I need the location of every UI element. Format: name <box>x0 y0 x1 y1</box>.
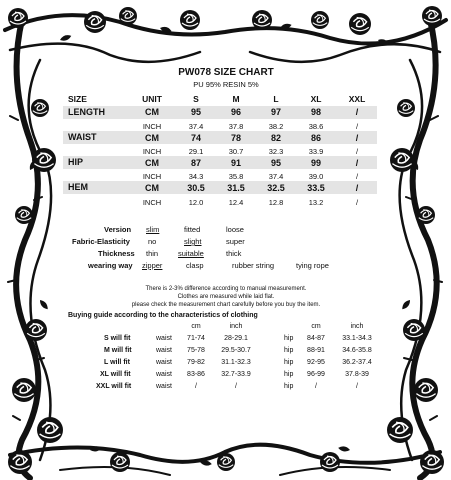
value-cell: 35.8 <box>228 172 244 181</box>
unit-cell: INCH <box>142 198 162 207</box>
row-band <box>63 131 377 144</box>
header-xxl: XXL <box>348 94 366 104</box>
value-cell: 31.5 <box>227 183 245 193</box>
attr-option: no <box>148 237 157 246</box>
attr-label-wearing-way: wearing way <box>88 261 133 270</box>
guide-hip-label: hip <box>284 359 294 366</box>
guide-value: 31.1-32.3 <box>221 359 251 366</box>
value-cell: 87 <box>190 158 202 168</box>
guide-value: 88-91 <box>307 347 325 354</box>
attr-option: thick <box>226 249 242 258</box>
value-cell: 96 <box>230 107 242 117</box>
note-line: please check the measurement chart carefully before you buy the item. <box>131 302 321 308</box>
guide-value: 28-29.1 <box>224 335 248 342</box>
guide-value: 29.5-30.7 <box>221 347 251 354</box>
header-unit: UNIT <box>142 94 162 104</box>
value-cell: / <box>355 107 359 117</box>
guide-value: 96-99 <box>307 371 325 378</box>
unit-cell: INCH <box>142 172 162 181</box>
guide-value: / <box>235 383 237 390</box>
value-cell: 33.5 <box>307 183 325 193</box>
value-cell: 12.8 <box>268 198 284 207</box>
row-band <box>63 106 377 119</box>
chart-title: PW078 SIZE CHART <box>178 67 274 78</box>
attr-option-selected: slim <box>146 225 160 234</box>
guide-hip-label: hip <box>284 335 294 342</box>
value-cell: / <box>355 122 359 131</box>
guide-value: 75-78 <box>187 347 205 354</box>
value-cell: / <box>355 147 359 156</box>
guide-title: Buying guide according to the characteristics of clothing <box>68 312 258 319</box>
guide-value: 92-95 <box>307 359 325 366</box>
material-line: PU 95% RESIN 5% <box>193 80 259 89</box>
value-cell: 29.1 <box>188 147 204 156</box>
unit-cell: INCH <box>142 147 162 156</box>
attr-option: super <box>226 237 245 246</box>
value-cell: 97 <box>270 107 282 117</box>
value-cell: / <box>355 198 359 207</box>
header-m: M <box>232 94 240 104</box>
measure-name: HEM <box>68 182 88 192</box>
value-cell: 99 <box>310 158 322 168</box>
value-cell: 37.4 <box>188 122 204 131</box>
value-cell: 38.6 <box>308 122 324 131</box>
value-cell: 37.4 <box>268 172 284 181</box>
attr-option: fitted <box>184 225 201 234</box>
value-cell: 33.9 <box>308 147 324 156</box>
value-cell: 82 <box>270 133 282 143</box>
value-cell: 74 <box>190 133 202 143</box>
value-cell: 30.5 <box>187 183 205 193</box>
guide-header-inch: inch <box>229 323 243 330</box>
guide-value: 37.8-39 <box>345 371 369 378</box>
guide-size: XL will fit <box>100 371 131 378</box>
header-size: SIZE <box>68 94 87 104</box>
value-cell: 39.0 <box>308 172 324 181</box>
guide-header-cm: cm <box>191 323 201 330</box>
header-l: L <box>273 94 279 104</box>
header-s: S <box>193 94 199 104</box>
guide-waist-label: waist <box>156 383 172 390</box>
guide-value: / <box>195 383 197 390</box>
attr-option: loose <box>226 225 244 234</box>
value-cell: 91 <box>230 158 242 168</box>
unit-cell: INCH <box>142 122 162 131</box>
unit-cell: CM <box>145 183 159 193</box>
attr-option: rubber string <box>232 261 275 270</box>
row-band <box>63 181 377 194</box>
guide-value: 36.2-37.4 <box>342 359 372 366</box>
value-cell: 37.8 <box>228 122 244 131</box>
guide-hip-label: hip <box>284 371 294 378</box>
attr-option-selected: suitable <box>178 249 204 258</box>
guide-value: 84-87 <box>307 335 325 342</box>
guide-size: XXL will fit <box>96 383 132 390</box>
guide-value: / <box>356 383 358 390</box>
attr-option: thin <box>146 249 159 258</box>
unit-cell: CM <box>145 107 159 117</box>
guide-waist-label: waist <box>156 347 172 354</box>
value-cell: / <box>355 172 359 181</box>
value-cell: 13.2 <box>308 198 324 207</box>
guide-waist-label: waist <box>156 335 172 342</box>
row-band <box>63 156 377 169</box>
attr-label-thickness: Thickness <box>98 249 135 258</box>
guide-value: 83-86 <box>187 371 205 378</box>
value-cell: 30.7 <box>228 147 244 156</box>
value-cell: 32.5 <box>267 183 285 193</box>
header-xl: XL <box>310 94 322 104</box>
value-cell: / <box>355 158 359 168</box>
attr-option: clasp <box>186 261 204 270</box>
attr-label-version: Version <box>104 225 132 234</box>
guide-value: / <box>315 383 317 390</box>
unit-cell: CM <box>145 133 159 143</box>
guide-size: L will fit <box>104 359 130 366</box>
attr-option-selected: slight <box>184 237 202 246</box>
note-line: There is 2-3% difference according to manual measurement. <box>145 286 307 292</box>
guide-hip-label: hip <box>284 347 294 354</box>
guide-waist-label: waist <box>156 371 172 378</box>
guide-size: M will fit <box>104 347 132 354</box>
measure-name: LENGTH <box>68 107 105 117</box>
value-cell: 32.3 <box>268 147 284 156</box>
guide-value: 79-82 <box>187 359 205 366</box>
value-cell: 86 <box>310 133 322 143</box>
attr-option: tying rope <box>296 261 329 270</box>
note-line: Clothes are measured while laid flat. <box>177 294 275 300</box>
value-cell: 78 <box>230 133 242 143</box>
guide-size: S will fit <box>104 335 131 342</box>
guide-value: 32.7-33.9 <box>221 371 251 378</box>
value-cell: 38.2 <box>268 122 284 131</box>
value-cell: 12.4 <box>228 198 244 207</box>
guide-hip-label: hip <box>284 383 294 390</box>
guide-header-cm: cm <box>311 323 321 330</box>
guide-value: 33.1-34.3 <box>342 335 372 342</box>
unit-cell: CM <box>145 158 159 168</box>
guide-waist-label: waist <box>156 359 172 366</box>
guide-value: 71-74 <box>187 335 205 342</box>
value-cell: / <box>355 183 359 193</box>
attr-label-elasticity: Fabric-Elasticity <box>72 237 130 246</box>
value-cell: 34.3 <box>188 172 204 181</box>
measure-name: HIP <box>68 157 84 167</box>
guide-value: 34.6-35.8 <box>342 347 372 354</box>
attr-option-selected: zipper <box>142 261 163 270</box>
value-cell: 98 <box>310 107 322 117</box>
value-cell: 12.0 <box>188 198 204 207</box>
value-cell: / <box>355 133 359 143</box>
measure-name: WAIST <box>68 132 97 142</box>
value-cell: 95 <box>270 158 282 168</box>
guide-header-inch: inch <box>350 323 364 330</box>
value-cell: 95 <box>190 107 202 117</box>
